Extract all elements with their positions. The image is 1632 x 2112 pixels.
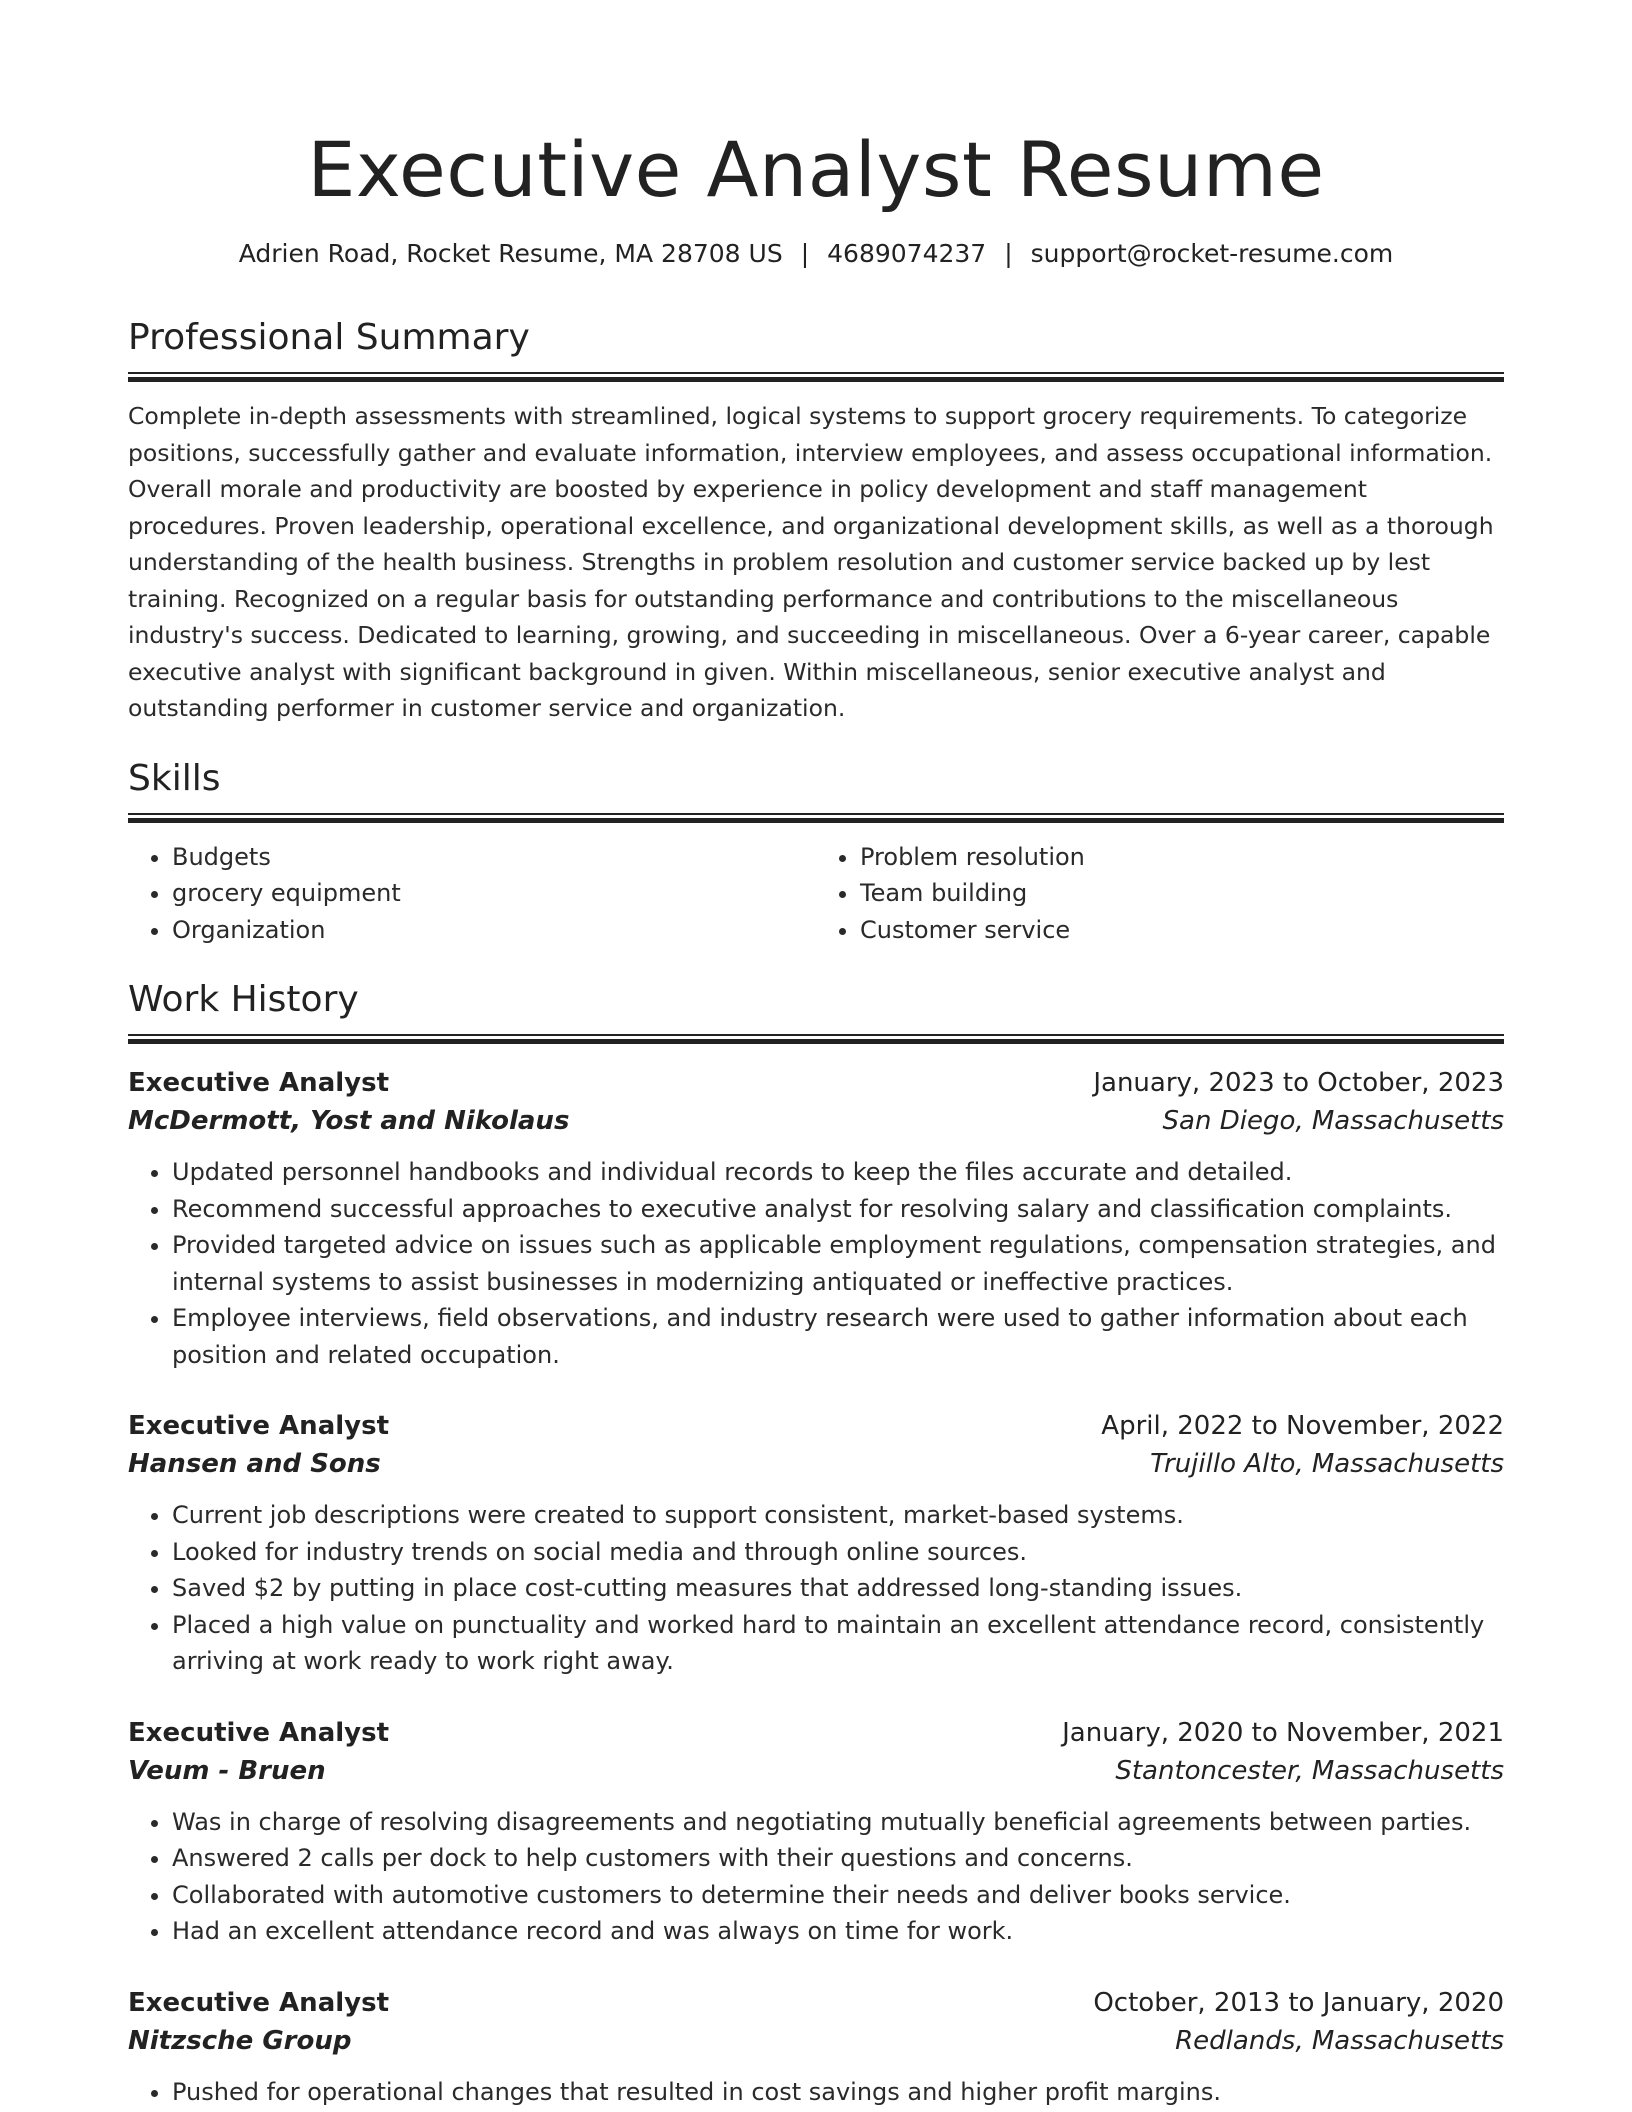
job-title: Executive Analyst: [128, 1987, 390, 2018]
job-header-row: [128, 1064, 1504, 1102]
job-bullets: [128, 1497, 1504, 1680]
job-bullets: [128, 1154, 1504, 1373]
job-bullet: • Answered 2 calls per dock to help customers with their questions and concerns.: [172, 1840, 1504, 1877]
job-bullets: [128, 1804, 1504, 1950]
job-bullet: • Employee interviews, field observations, and industry research were used to gather information about each position and related occupation.: [172, 1300, 1504, 1373]
job-location: Trujillo Alto, Massachusetts: [1150, 1449, 1504, 1479]
summary-section-header: [128, 316, 1504, 382]
contact-email: support@rocket-resume.com: [1030, 239, 1394, 268]
job-company: McDermott, Yost and Nikolaus: [128, 1106, 570, 1136]
contact-separator: |: [1004, 239, 1013, 268]
job-bullet: • Was in charge of resolving disagreements and negotiating mutually beneficial agreements between parties.: [172, 1804, 1504, 1841]
skill-item: • Budgets: [172, 839, 816, 876]
job-company-row: [128, 2022, 1504, 2060]
job-location: Stantoncester, Massachusetts: [1115, 1755, 1504, 1786]
skill-item: • Organization: [172, 912, 816, 949]
job-title: Executive Analyst: [128, 1717, 390, 1748]
job-dates: October, 2013 to January, 2020: [1093, 1987, 1504, 2018]
skill-item: • Customer service: [860, 912, 1504, 949]
work-heading: Work History: [128, 979, 359, 1020]
job-bullet: • Collaborated with automotive customers to determine their needs and deliver books service.: [172, 1877, 1504, 1914]
resume-title: Executive Analyst Resume: [307, 125, 1325, 214]
skills-column-left: [128, 839, 816, 949]
contact-separator: |: [800, 239, 810, 268]
section-divider: [128, 1034, 1504, 1044]
job-entry: [128, 1714, 1504, 1950]
job-bullet: • Had an excellent attendance record and was always on time for work.: [172, 1913, 1504, 1950]
job-company: Nitzsche Group: [128, 2025, 352, 2056]
section-divider: [128, 372, 1504, 382]
job-bullet: • Saved $2 by putting in place cost-cutting measures that addressed long-standing issues.: [172, 1570, 1504, 1607]
job-bullet: • Looked for industry trends on social media and through online sources.: [172, 1534, 1504, 1571]
job-company-row: [128, 1102, 1504, 1140]
job-title: Executive Analyst: [128, 1411, 390, 1441]
skills-column-right: [816, 839, 1504, 949]
job-title: Executive Analyst: [128, 1068, 390, 1098]
skill-item: • Team building: [860, 875, 1504, 912]
job-bullet: • Provided targeted advice on issues such as applicable employment regulations, compensation strategies, and internal systems to assist businesses in modernizing antiquated or ineffective practices.: [172, 1227, 1504, 1300]
skill-item: • grocery equipment: [172, 875, 816, 912]
job-dates: April, 2022 to November, 2022: [1101, 1411, 1504, 1441]
skill-item: • Problem resolution: [860, 839, 1504, 876]
job-dates: January, 2023 to October, 2023: [1093, 1068, 1504, 1098]
skills-section-header: [128, 757, 1504, 823]
section-divider: [128, 813, 1504, 823]
job-entry: [128, 1984, 1504, 2111]
job-bullet: • Pushed for operational changes that resulted in cost savings and higher profit margins.: [172, 2074, 1504, 2111]
job-company: Veum - Bruen: [128, 1755, 326, 1786]
skills-list: [128, 839, 1504, 949]
work-section-header: [128, 978, 1504, 1044]
job-bullet: • Recommend successful approaches to executive analyst for resolving salary and classification complaints.: [172, 1191, 1504, 1228]
skills-heading: Skills: [128, 757, 221, 799]
job-company-row: [128, 1752, 1504, 1790]
job-entry: [128, 1064, 1504, 1373]
job-header-row: [128, 1407, 1504, 1445]
contact-address: Adrien Road, Rocket Resume, MA 28708 US: [238, 239, 783, 268]
job-dates: January, 2020 to November, 2021: [1062, 1717, 1504, 1748]
job-company-row: [128, 1445, 1504, 1483]
job-header-row: [128, 1984, 1504, 2022]
job-bullet: • Current job descriptions were created to support consistent, market-based systems.: [172, 1497, 1504, 1534]
contact-line: [128, 238, 1504, 270]
job-bullet: • Updated personnel handbooks and individual records to keep the files accurate and detailed.: [172, 1154, 1504, 1191]
resume-page: [128, 0, 1504, 2110]
job-company: Hansen and Sons: [128, 1449, 381, 1479]
job-bullets: [128, 2074, 1504, 2111]
job-location: San Diego, Massachusetts: [1162, 1106, 1504, 1136]
summary-heading: Professional Summary: [128, 317, 530, 358]
summary-text: Complete in-depth assessments with streamlined, logical systems to support grocery requirements. To categorize positions, successfully gather and evaluate information, interview employees, and assess occupational information. Overall morale and productivity are boosted by experience in policy development and staff management procedures. Proven leadership, operational excellence, and organizational development skills, as well as a thorough understanding of the health business. Strengths in problem resolution and customer service backed up by lest training. Recognized on a regular basis for outstanding performance and contributions to the miscellaneous industry's success. Dedicated to learning, growing, and succeeding in miscellaneous. Over a 6-year career, capable executive analyst with significant background in given. Within miscellaneous, senior executive analyst and outstanding performer in customer service and organization.: [128, 402, 1494, 722]
job-bullet: • Placed a high value on punctuality and worked hard to maintain an excellent attendance record, consistently arriving at work ready to work right away.: [172, 1607, 1504, 1680]
job-header-row: [128, 1714, 1504, 1752]
contact-phone: 4689074237: [827, 239, 987, 268]
job-location: Redlands, Massachusetts: [1175, 2025, 1504, 2056]
job-entry: [128, 1407, 1504, 1680]
